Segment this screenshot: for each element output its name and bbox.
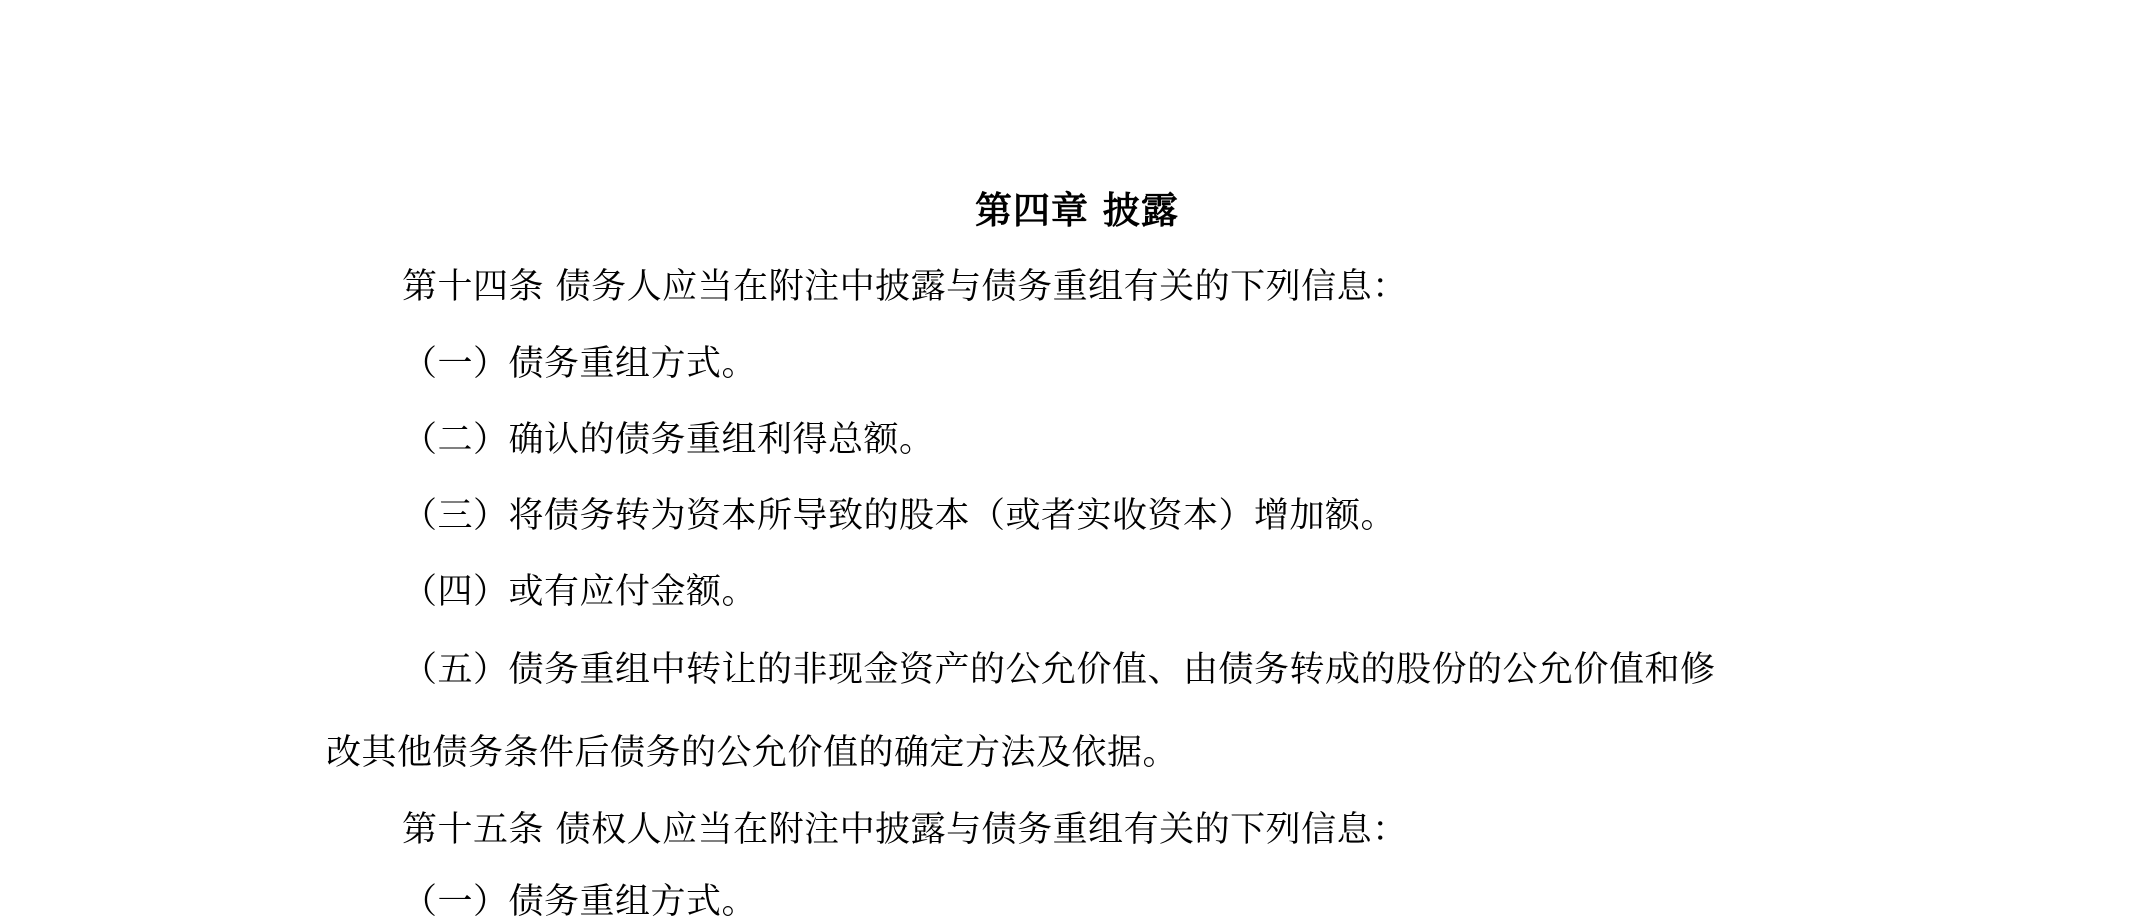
article-15-heading: 第十五条 债权人应当在附注中披露与债务重组有关的下列信息：: [402, 810, 1408, 850]
list-item: （一）债务重组方式。: [402, 882, 758, 922]
list-item: （五）债务重组中转让的非现金资产的公允价值、由债务转成的股份的公允价值和修: [402, 650, 1716, 690]
chapter-title: 第四章 披露: [975, 188, 1179, 232]
article-14-heading: 第十四条 债务人应当在附注中披露与债务重组有关的下列信息：: [402, 267, 1408, 307]
list-item: （二）确认的债务重组利得总额。: [402, 420, 935, 460]
list-item-continuation: 改其他债务条件后债务的公允价值的确定方法及依据。: [326, 733, 1179, 773]
list-item: （四）或有应付金额。: [402, 572, 758, 612]
list-item: （一）债务重组方式。: [402, 344, 758, 384]
list-item: （三）将债务转为资本所导致的股本（或者实收资本）增加额。: [402, 496, 1397, 536]
